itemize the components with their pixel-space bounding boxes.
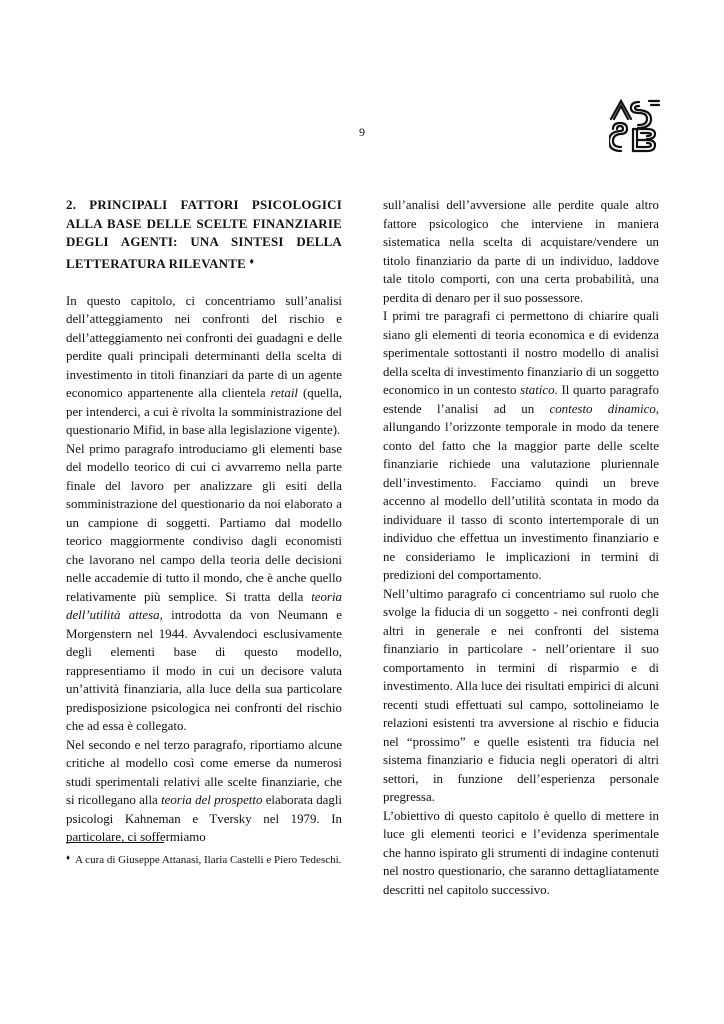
section-heading: 2. PRINCIPALI FATTORI PSICOLOGICI ALLA BASE DELLE SCELTE FINANZIARIE DEGLI AGENTI: UNA SINTESI DELLA LETTERATURA RILEVANTE ♦ (66, 198, 342, 271)
left-column (66, 196, 342, 847)
page-number: 9 (359, 125, 365, 139)
footnote-marker: ♦ (249, 255, 255, 266)
paragraph: Nel secondo e nel terzo paragrafo, riportiamo alcune critiche al modello così come emerse da numerosi studi sperimentali relativi alle scelte finanziarie, che si ricollegano alla teoria del prospetto elaborata dagli psicologi Kahneman e Tversky nel 1979. In particolare, ci soffermiamo (66, 737, 342, 844)
footnote-marker: ♦ (66, 853, 71, 862)
paragraph: L’obiettivo di questo capitolo è quello di mettere in luce gli elementi teorici e l’evidenza sperimentale che hanno ispirato gli strumenti di indagine contenuti nel nostro questionario, che saranno dettagliatamente descritti nel capitolo successivo. (383, 808, 659, 897)
paragraph: Nell’ultimo paragrafo ci concentriamo sul ruolo che svolge la fiducia di un soggetto - nei confronti degli altri in generale e nei confronti del sistema finanziario in particolare - nell’orientare il suo comportamento in termini di risparmio e di investimento. Alla luce dei risultati empirici di alcuni recenti studi effettuati sul campo, sottolineiamo le relazioni esistenti tra avversione al rischio e fiducia nel “prossimo” e quelle esistenti tra fiducia nel sistema finanziario e fiducia negli operatori di altri settori, in funzione dell’esperienza personale pregressa. (383, 586, 659, 804)
paragraph: Nel primo paragrafo introduciamo gli elementi base del modello teorico di cui ci avvarremo nella parte finale del lavoro per analizzare gli esiti della somministrazione del questionario da noi elaborato a un campione di soggetti. Partiamo dal modello teorico maggiormente condiviso dagli economisti che lavorano nel campo della teoria delle decisioni nelle accademie di tutto il mondo, che è anche quello relativamente più semplice. Si tratta della teoria dell’utilità attesa, introdotta da von Neumann e Morgenstern nel 1944. Avvalendoci esclusivamente degli elementi base di questo modello, rappresentiamo il modo in cui un decisore valuta un’attività finanziaria, alla luce della sua particolare predisposizione psicologica nei confronti del rischio che ad essa è collegato. (66, 441, 342, 733)
paragraph: In questo capitolo, ci concentriamo sull’analisi dell’atteggiamento nei confronti del rischio e dell’atteggiamento nei confronti dei guadagni e delle perdite quali principali determinanti della scelta di investimento in titoli finanziari da parte di un agente economico appartenente alla clientela retail (quella, per intenderci, a cui è rivolta la somministrazione del questionario Mifid, in base alla legislazione vigente). (66, 293, 342, 437)
paragraph: I primi tre paragrafi ci permettono di chiarire quali siano gli elementi di teoria economica e di evidenza sperimentale sottostanti il nostro modello di analisi della scelta di investimento finanziario di un soggetto economico in un contesto statico. Il quarto paragrafo estende l’analisi ad un contesto dinamico, allungando l’orizzonte temporale in modo da tenere conto del fatto che la maggior parte delle scelte finanziarie richiede una valutazione pluriennale dell’investimento. Facciamo quindi un breve accenno al modello dell’utilità scontata in modo da individuare il tasso di sconto intertemporale di un individuo che effettua un investimento finanziario e ne consideriamo le implicazioni in termini di predizioni del comportamento. (383, 309, 660, 582)
right-column (383, 196, 659, 899)
footnote-separator (66, 842, 164, 843)
publisher-logo (609, 99, 661, 153)
footnote: ♦ A cura di Giuseppe Attanasi, Ilaria Castelli e Piero Tedeschi. (66, 853, 342, 866)
paragraph: sull’analisi dell’avversione alle perdite quale altro fattore psicologico che interviene in maniera sistematica nella scelta di acquistare/vendere un titolo finanziario da parte di un individuo, laddove tale titolo comporti, con una certa probabilità, una perdita di denaro per il suo possessore. (383, 198, 659, 305)
